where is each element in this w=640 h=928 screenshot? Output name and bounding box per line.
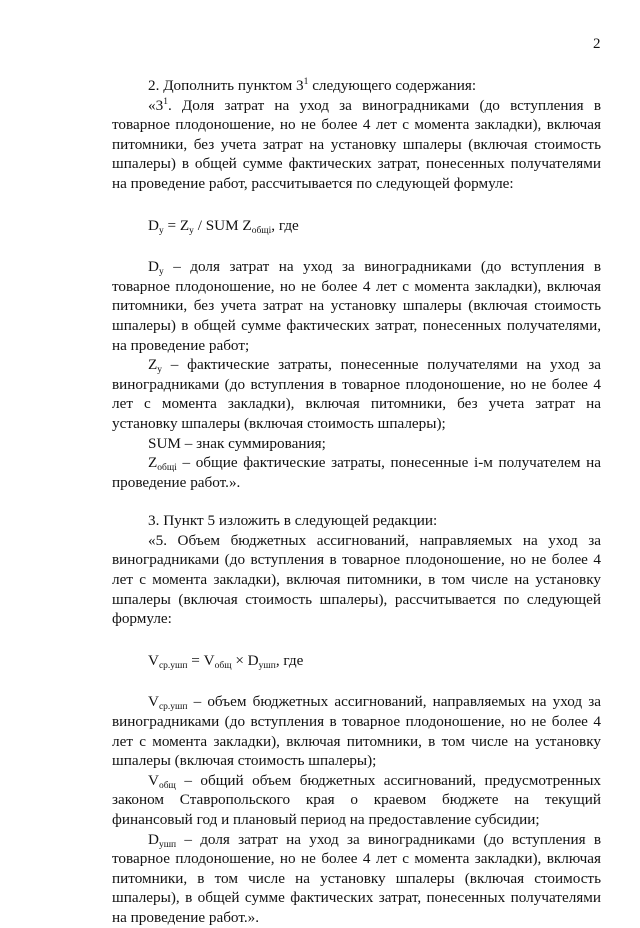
formula-v: $V_{ср.ушп} = V_{общ} \times D_{ушп}$, где — [148, 651, 304, 671]
section-3-heading: 3. Пункт 5 изложить в следующей редакции: — [148, 512, 438, 530]
section-2-intro: «$3^1$. Доля затрат на уход за виноградниками (до вступления в товарное плодоношение, но не более 4 лет с момента закладки), включая питомники, без учета затрат на установку шпалеры (включая стоимость шпалеры) в общей сумме фактических затрат, понесенных получателями на проведение работ, рассчитывается по следующей формуле: — [112, 96, 601, 192]
section-2-heading: 2. Дополнить пунктом $3^1$ следующего содержания: — [148, 77, 477, 94]
definition-v-total: $V_{общ}$ – общий объем бюджетных ассигнований, предусмотренных законом Ставропольского края о краевом бюджете на текущий финансовый год и плановый период на предоставление субсидии; — [112, 771, 601, 828]
document-body — [112, 76, 601, 928]
definition-z-total: $Z_{общі}$ – общие фактические затраты, понесенные і-м получателем на проведение работ.». — [112, 454, 601, 491]
definition-dy: $D_y$ – доля затрат на уход за виноградниками (до вступления в товарное плодоношение, но не более 4 лет с момента закладки), включая питомники, без учета затрат на установку шпалеры (включая стоимость шпалеры) в общей сумме фактических затрат, понесенных получателями, на проведение работ; — [112, 258, 601, 354]
formula-dy: $D_y = Z_y$ / SUM $Z_{общі}$, где — [148, 216, 299, 236]
definition-d-ushp: $D_{ушп}$ – доля затрат на уход за виноградниками (до вступления в товарное плодоношение, но не более 4 лет с момента закладки), включая питомники, в том числе на установку шпалеры (включая стоимость шпалеры), в общей сумме фактических затрат, понесенных получателями на проведение работ.». — [112, 830, 601, 926]
definition-zy: $Z_y$ – фактические затраты, понесенные получателями на уход за виноградниками (до вступления в товарное плодоношение, но не более 4 лет с момента закладки), включая питомники, без учета затрат на установку шпалеры (включая стоимость шпалеры); — [112, 356, 601, 432]
page-number: 2 — [593, 36, 601, 52]
definition-sum: SUM – знак суммирования; — [148, 434, 326, 452]
definition-v-sr-ushp: $V_{ср.ушп}$ – объем бюджетных ассигнований, направляемых на уход за виноградниками (до вступления в товарное плодоношение, но не более 4 лет с момента закладки), включая питомники, в том числе на установку шпалеры (включая стоимость шпалеры); — [112, 693, 601, 770]
section-3-intro: «5. Объем бюджетных ассигнований, направляемых на уход за виноградниками (до вступления в товарное плодоношение, но не более 4 лет с момента закладки), включая питомники, в том числе на установку шпалеры (включая стоимость шпалеры), рассчитывается по следующей формуле: — [112, 531, 601, 628]
